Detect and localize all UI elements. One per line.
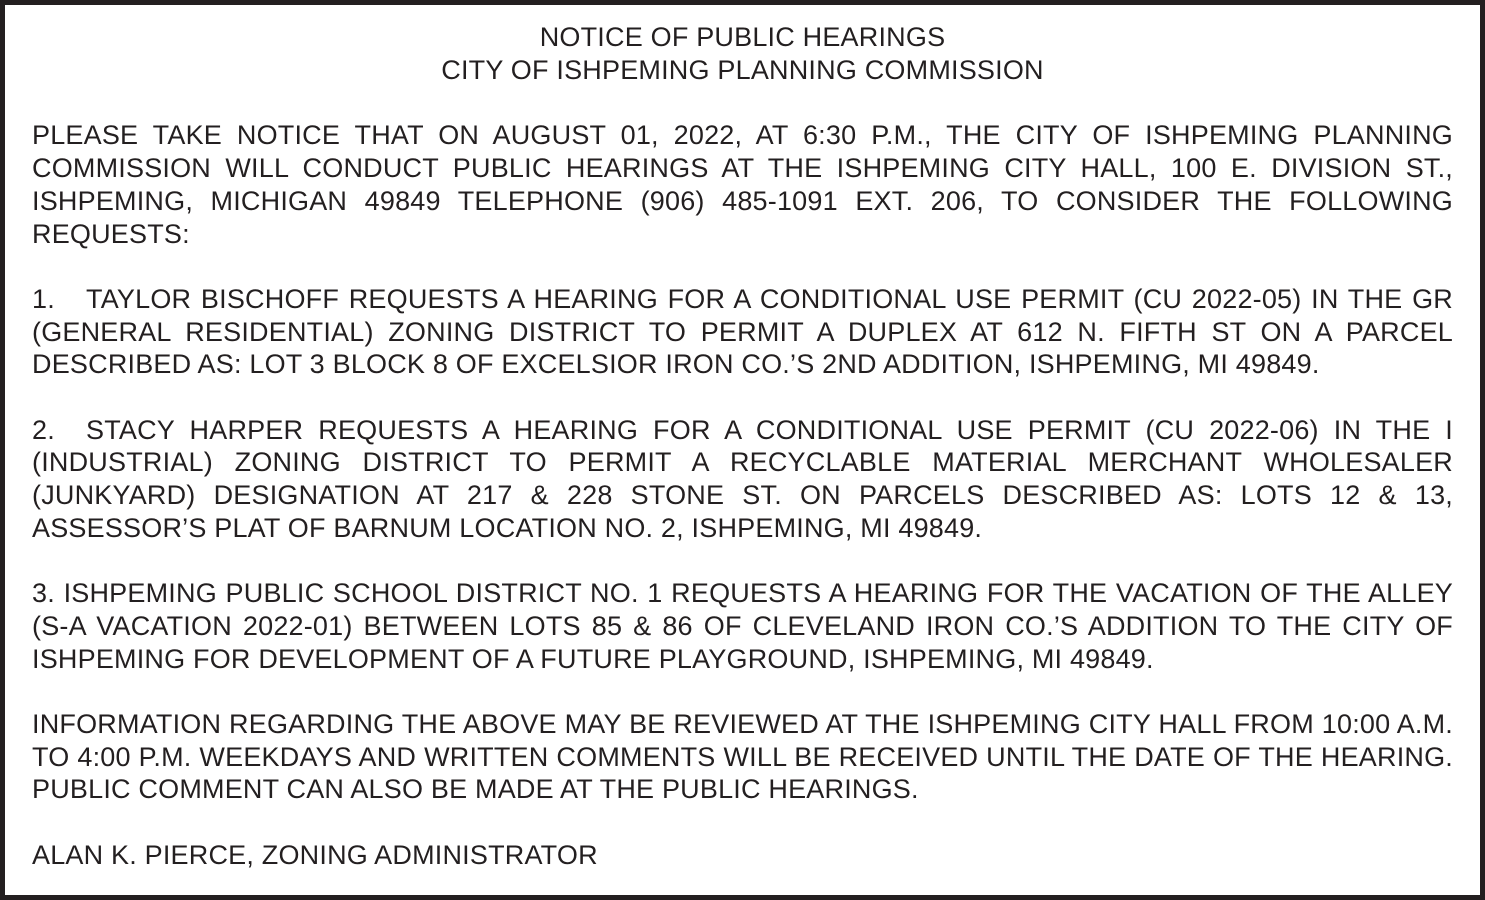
signature-line: ALAN K. PIERCE, ZONING ADMINISTRATOR (32, 839, 598, 870)
request-text-2: STACY HARPER REQUESTS A HEARING FOR A CONDITIONAL USE PERMIT (CU 2022-06) IN THE I (INDUSTRIAL) ZONING DISTRICT TO PERMIT A RECYCLABLE MATERIAL MERCHANT WHOLESALER (JUNKYARD) DESIGNATION AT 217 & 228 STONE ST. ON PARCELS DESCRIBED AS: LOTS 12 & 13, ASSESSOR’S PLAT OF BARNUM LOCATION NO. 2, ISHPEMING, MI 49849. (32, 414, 1453, 543)
request-item-2 (32, 414, 1453, 545)
notice-title: NOTICE OF PUBLIC HEARINGS (539, 22, 946, 52)
notice-subtitle: CITY OF ISHPEMING PLANNING COMMISSION (441, 54, 1044, 85)
request-item-3 (32, 577, 1453, 675)
request-item-1 (32, 283, 1453, 381)
request-number-1: 1. (32, 283, 55, 314)
request-text-1: TAYLOR BISCHOFF REQUESTS A HEARING FOR A CONDITIONAL USE PERMIT (CU 2022-05) IN THE GR (GENERAL RESIDENTIAL) ZONING DISTRICT TO PERMIT A DUPLEX AT 612 N. FIFTH ST ON A PARCEL DESCRIBED AS: LOT 3 BLOCK 8 OF EXCELSIOR IRON CO.’S 2ND ADDITION, ISHPEMING, MI 49849. (32, 283, 1453, 380)
request-text-3: ISHPEMING PUBLIC SCHOOL DISTRICT NO. 1 REQUESTS A HEARING FOR THE VACATION OF THE ALLEY (S-A VACATION 2022-01) BETWEEN LOTS 85 & 86 OF CLEVELAND IRON CO.’S ADDITION TO THE CITY OF ISHPEMING FOR DEVELOPMENT OF A FUTURE PLAYGROUND, ISHPEMING, MI 49849. (32, 578, 1453, 674)
notice-heading (32, 21, 1453, 86)
request-number-3: 3. (32, 578, 55, 609)
intro-paragraph: PLEASE TAKE NOTICE THAT ON AUGUST 01, 2022, AT 6:30 P.M., THE CITY OF ISHPEMING PLANNING COMMISSION WILL CONDUCT PUBLIC HEARINGS AT THE ISHPEMING CITY HALL, 100 E. DIVISION ST., ISHPEMING, MICHIGAN 49849 TELEPHONE (906) 485-1091 EXT. 206, TO CONSIDER THE FOLLOWING REQUESTS: (32, 120, 1453, 249)
information-paragraph: INFORMATION REGARDING THE ABOVE MAY BE REVIEWED AT THE ISHPEMING CITY HALL FROM 10:00 A.M. TO 4:00 P.M. WEEKDAYS AND WRITTEN COMMENTS WILL BE RECEIVED UNTIL THE DATE OF THE HEARING. PUBLIC COMMENT CAN ALSO BE MADE AT THE PUBLIC HEARINGS. (32, 709, 1453, 805)
request-number-2: 2. (32, 414, 55, 445)
